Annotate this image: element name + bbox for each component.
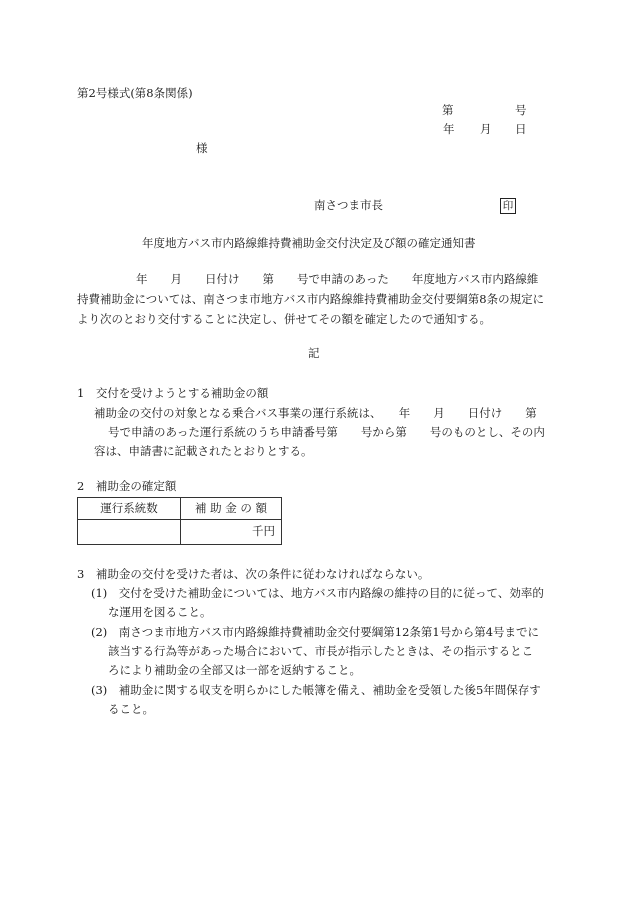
section1-line-2: 号で申請のあった運行系統のうち申請番号第 号から第 号のものとし、その内: [108, 425, 545, 439]
section1-line-1: 補助金の交付の対象となる乗合バス事業の運行系統は、 年 月 日付け 第: [94, 406, 537, 420]
condition-3-line-1: (3) 補助金に関する収支を明らかにした帳簿を備え、補助金を受領した後5年間保存す: [91, 683, 541, 697]
table-row: [78, 520, 282, 545]
addressee-suffix: 様: [196, 141, 208, 155]
condition-1-line-2: な運用を図ること。: [108, 605, 212, 619]
issuer: 南さつま市長: [314, 198, 383, 212]
condition-2-line-1: (2) 南さつま市地方バス市内路線維持費補助金交付要綱第12条第1号から第4号までに: [91, 625, 540, 639]
number-suffix: 号: [515, 103, 527, 117]
condition-3-line-2: ること。: [108, 702, 154, 716]
col-header-grant-amount: 補 助 金 の 額: [181, 498, 282, 520]
col-header-route-count: 運行系統数: [78, 498, 181, 520]
date-day: 日: [515, 122, 527, 136]
seal-mark: 印: [500, 198, 516, 214]
grant-amount-table: [77, 497, 282, 545]
section1-heading: 1 交付を受けようとする補助金の額: [77, 386, 269, 400]
grant-amount-unit: 千円: [181, 520, 282, 545]
section1-line-3: 容は、申請書に記載されたとおりとする。: [94, 444, 313, 458]
intro-line-2: 持費補助金については、南さつま市地方バス市内路線維持費補助金交付要綱第8条の規定に: [77, 292, 545, 306]
document-title: 年度地方バス市内路線維持費補助金交付決定及び額の確定通知書: [142, 236, 476, 250]
ki-heading: 記: [308, 346, 320, 360]
route-count-value: [78, 520, 181, 545]
number-label: 第: [442, 103, 454, 117]
form-title: 第2号様式(第8条関係): [77, 86, 193, 100]
section2-heading: 2 補助金の確定額: [77, 479, 177, 493]
intro-line-3: より次のとおり交付することに決定し、併せてその額を確定したので通知する。: [77, 312, 491, 326]
date-year: 年: [443, 122, 455, 136]
table-header-row: [78, 498, 282, 520]
intro-line-1: 年 月 日付け 第 号で申請のあった 年度地方バス市内路線維: [136, 272, 539, 286]
condition-2-line-3: ろにより補助金の全部又は一部を返納すること。: [108, 663, 361, 677]
condition-1-line-1: (1) 交付を受けた補助金については、地方バス市内路線の維持の目的に従って、効率的: [91, 586, 544, 600]
date-month: 月: [480, 122, 492, 136]
section3-heading: 3 補助金の交付を受けた者は、次の条件に従わなければならない。: [77, 567, 430, 581]
condition-2-line-2: 該当する行為等があった場合において、市長が指示したときは、その指示するとこ: [108, 644, 534, 658]
